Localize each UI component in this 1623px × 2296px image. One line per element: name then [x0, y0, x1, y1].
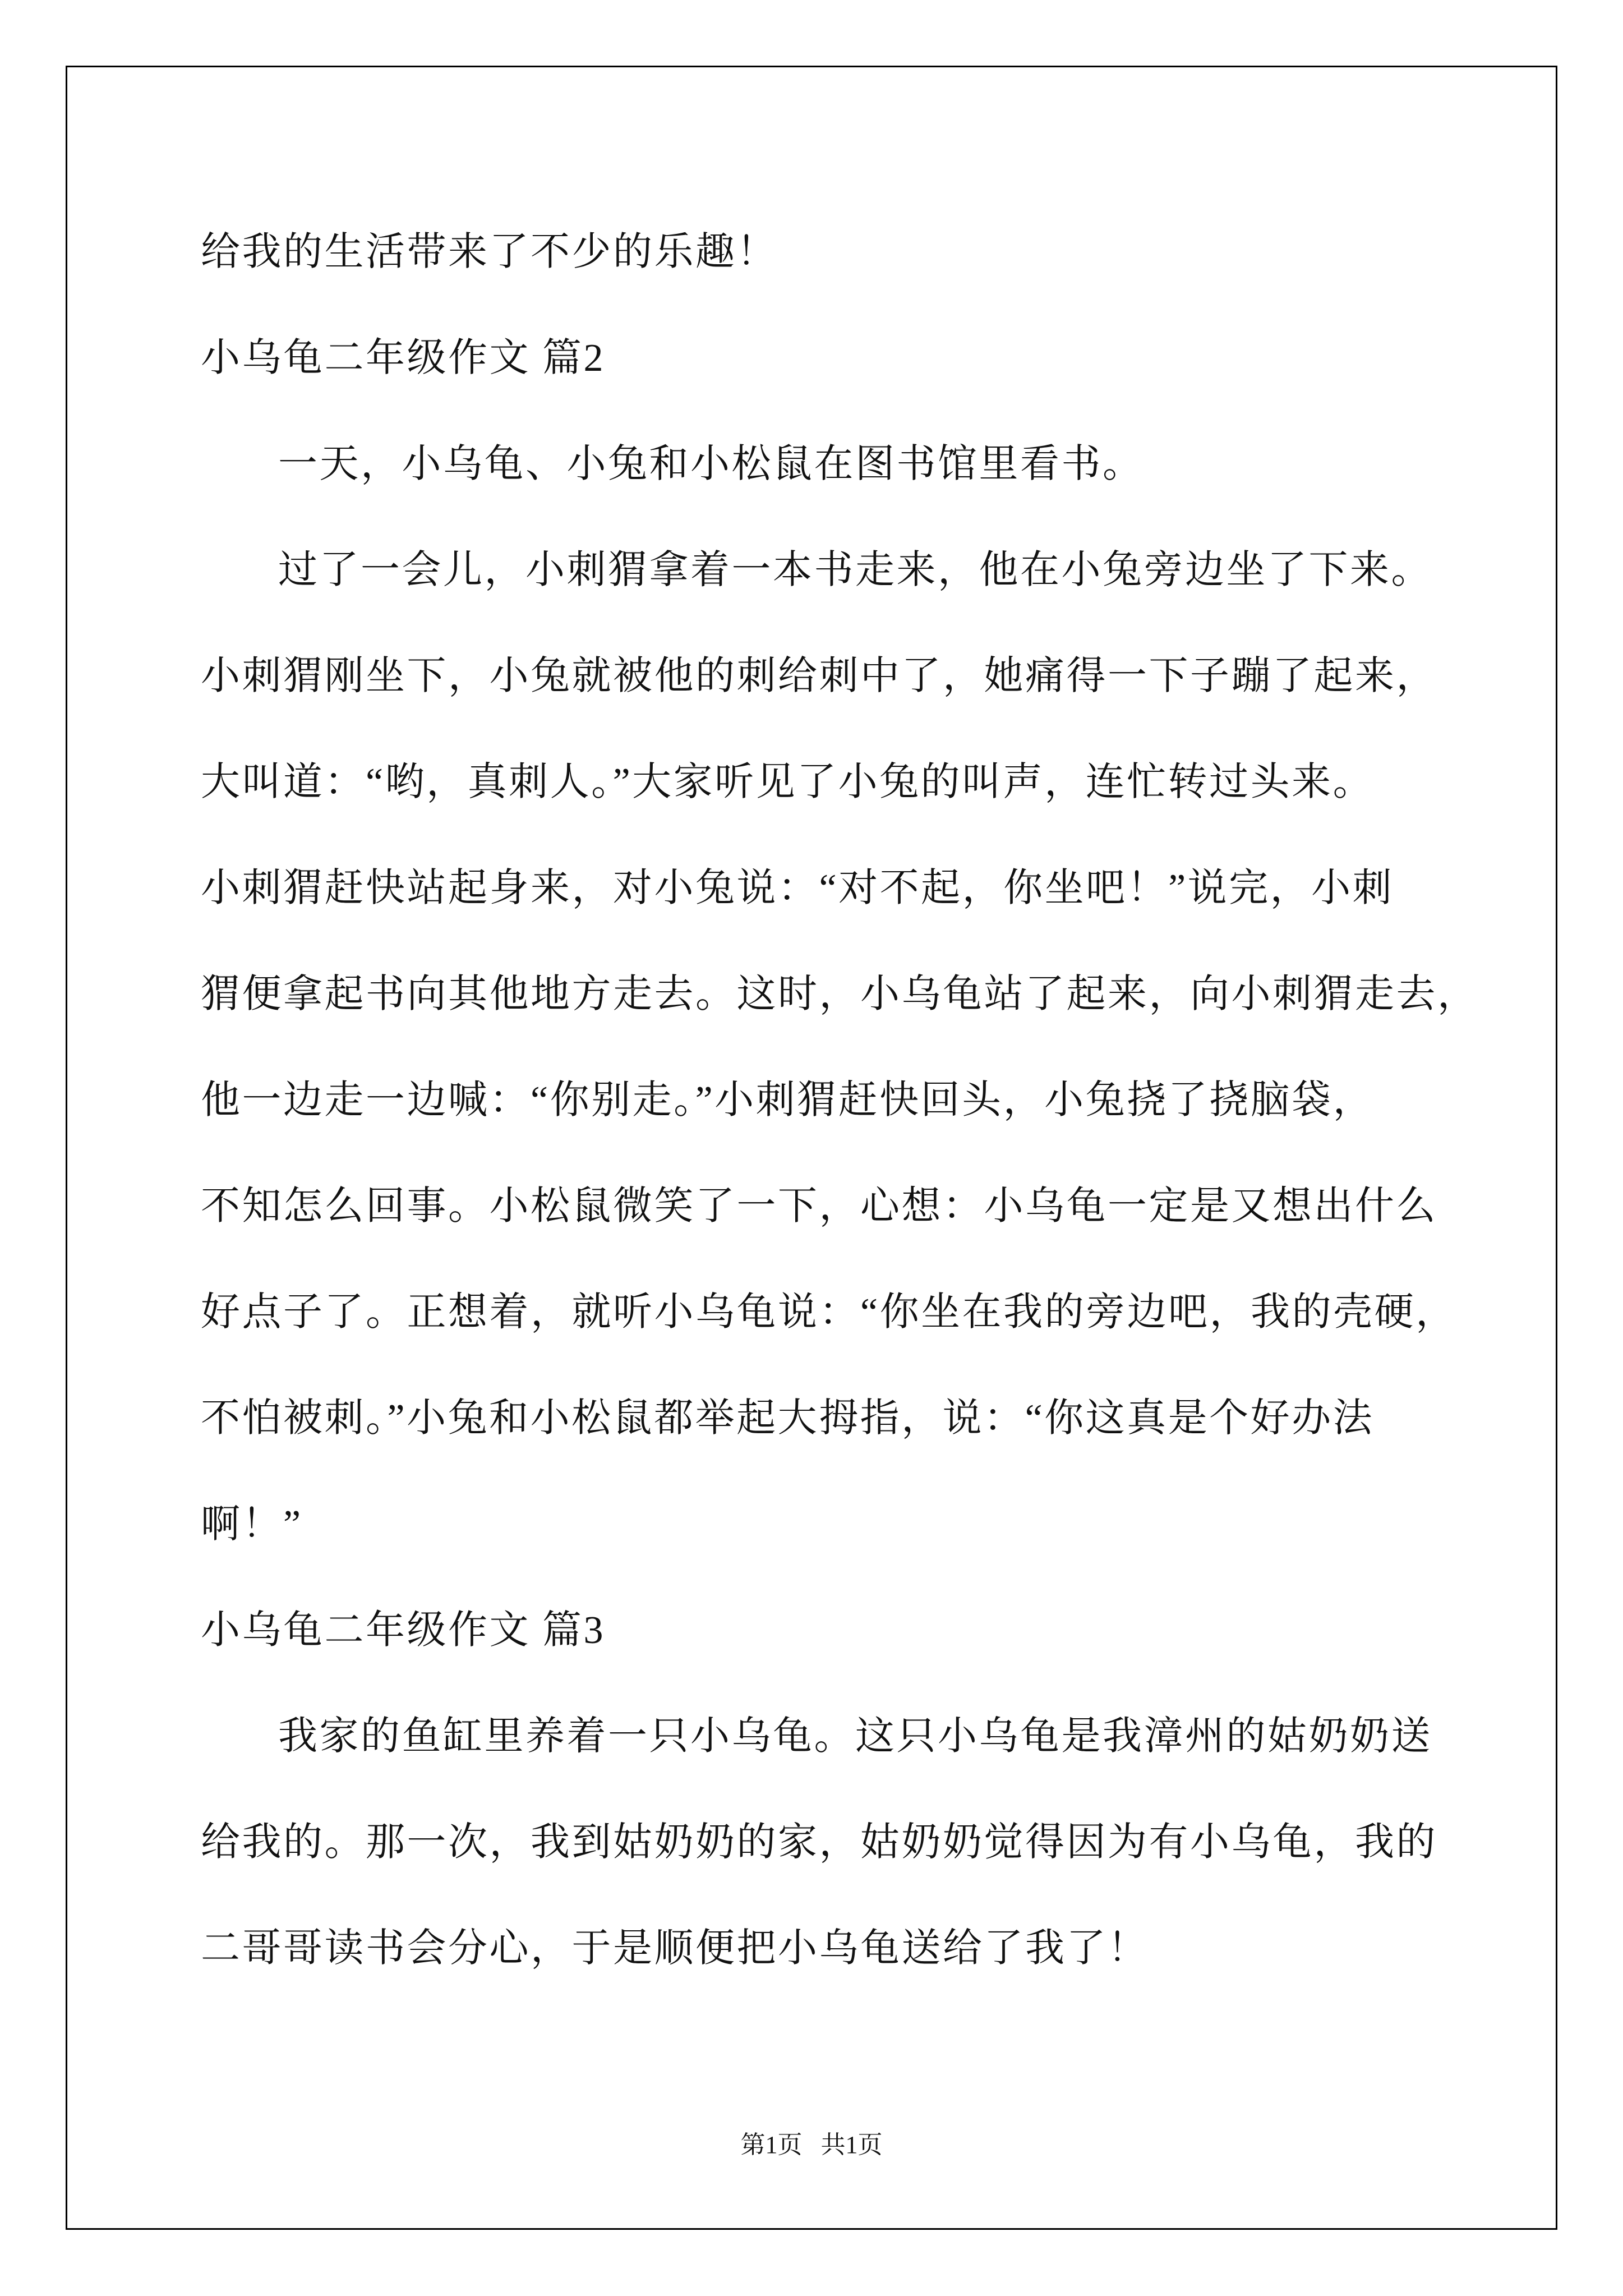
paragraph-line: 他一边走一边喊：“你别走。”小刺猬赶快回头，小兔挠了挠脑袋， [201, 1079, 1375, 1122]
paragraph-line: 不怕被刺。”小兔和小松鼠都举起大拇指，说：“你这真是个好办法 [201, 1397, 1375, 1440]
paragraph-line: 一天，小乌龟、小兔和小松鼠在图书馆里看书。 [278, 443, 1144, 486]
page-number-footer: 第1页 共1页 [740, 2131, 883, 2159]
paragraph-line: 我家的鱼缸里养着一只小乌龟。这只小乌龟是我漳州的姑奶奶送 [278, 1715, 1432, 1758]
paragraph-line: 大叫道：“哟，真刺人。”大家听见了小兔的叫声，连忙转过头来。 [201, 761, 1375, 804]
section-heading: 小乌龟二年级作文 篇3 [201, 1609, 605, 1652]
paragraph-line: 啊！” [201, 1503, 303, 1546]
paragraph-line: 过了一会儿，小刺猬拿着一本书走来，他在小兔旁边坐了下来。 [278, 549, 1432, 592]
paragraph-line: 二哥哥读书会分心，于是顺便把小乌龟送给了我了！ [201, 1927, 1149, 1970]
paragraph-line: 不知怎么回事。小松鼠微笑了一下，心想：小乌龟一定是又想出什么 [201, 1185, 1437, 1228]
paragraph-line: 猬便拿起书向其他地方走去。这时，小乌龟站了起来，向小刺猬走去， [201, 973, 1479, 1016]
paragraph-line: 小刺猬刚坐下，小兔就被他的刺给刺中了，她痛得一下子蹦了起来， [201, 655, 1437, 698]
paragraph-line: 好点子了。正想着，就听小乌龟说：“你坐在我的旁边吧，我的壳硬， [201, 1291, 1457, 1334]
document-body [201, 199, 1536, 2001]
paragraph-line: 给我的。那一次，我到姑奶奶的家，姑奶奶觉得因为有小乌龟，我的 [201, 1821, 1437, 1864]
paragraph-line: 小刺猬赶快站起身来，对小兔说：“对不起，你坐吧！”说完，小刺 [201, 867, 1394, 910]
continuation-line: 给我的生活带来了不少的乐趣！ [201, 231, 778, 274]
section-heading: 小乌龟二年级作文 篇2 [201, 337, 605, 380]
